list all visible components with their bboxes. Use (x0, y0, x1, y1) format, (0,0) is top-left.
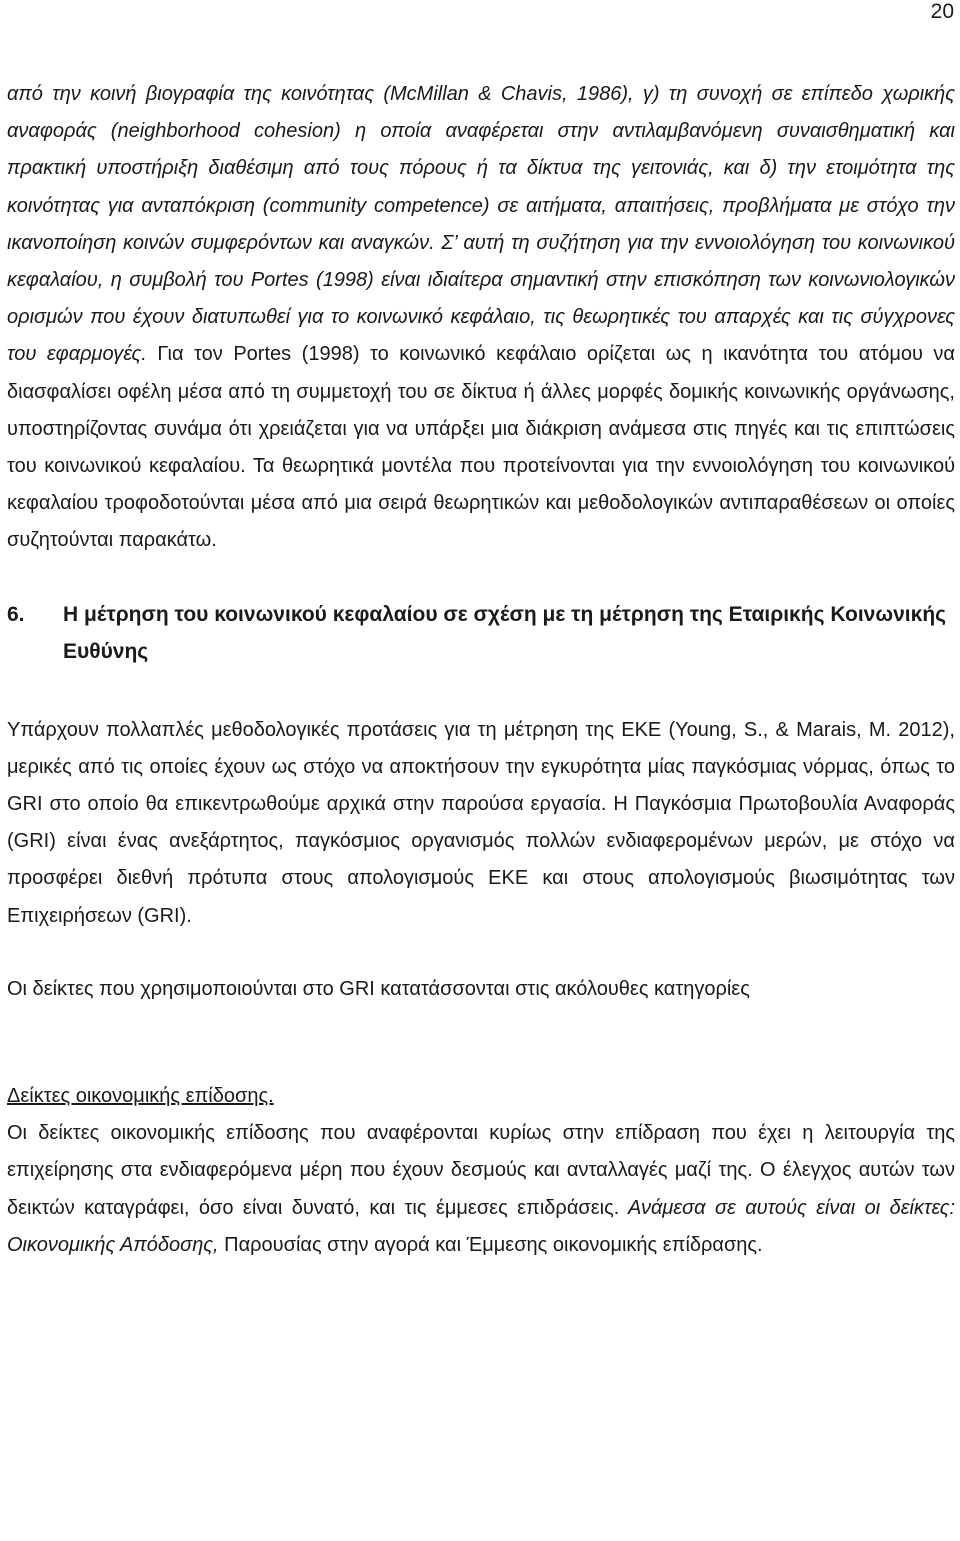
subheading-economic-indicators: Δείκτες οικονομικής επίδοσης. (7, 1085, 274, 1108)
paragraph-italic-text: από την κοινή βιογραφία της κοινότητας (McMillan & Chavis, 1986), γ) τη συνοχή σε επίπεδο χωρικής αναφοράς (neighborhood cohesion) η οποία αναφέρεται στην αντιλαμβανόμενη συναισθηματική και πρακτική υποστήριξη διαθέσιμη από τους πόρους ή τα δίκτυα της γειτονιάς, και δ) την ετοιμότητα της κοινότητας για ανταπόκριση (community competence) σε αιτήματα, απαιτήσεις, προβλήματα με στόχο την ικανοποίηση κοινών συμφερόντων και αναγκών. Σ’ αυτή τη συζήτηση για την εννοιολόγηση του κοινωνικού κεφαλαίου, η συμβολή του Portes (1998) είναι ιδιαίτερα σημαντική στην επισκόπηση των κοινωνιολογικών ορισμών που έχουν διατυπωθεί για το κοινωνικό κεφάλαιο, τις θεωρητικές του απαρχές και τις σύγχρονες του εφαρμογές. (7, 83, 955, 366)
paragraph-economic-end: Παρουσίας στην αγορά και Έμμεσης οικονομικής επίδρασης. (218, 1233, 763, 1256)
paragraph-methodology: Υπάρχουν πολλαπλές μεθοδολογικές προτάσεις για τη μέτρηση της ΕΚΕ (Young, S., & Marais, M. 2012), μερικές από τις οποίες έχουν ως στόχο να αποκτήσουν την εγκυρότητα μίας παγκόσμιας νόρμας, όπως το GRI στο οποίο θα επικεντρωθούμε αρχικά στην παρούσα εργασία. Η Παγκόσμια Πρωτοβουλία Αναφοράς (GRI) είναι ένας ανεξάρτητος, παγκόσμιος οργανισμός πολλών ενδιαφερομένων μερών, με στόχο να προσφέρει διεθνή πρότυπα στους απολογισμούς ΕΚΕ και στους απολογισμούς βιωσιμότητας των Επιχειρήσεων (GRI). (7, 718, 955, 927)
section-number: 6. (7, 602, 25, 626)
page-number: 20 (930, 0, 954, 23)
document-body (7, 76, 955, 1264)
paragraph-economic-italic: Ανάμεσα σε αυτούς είναι οι δείκτες: Οικονομικής Απόδοσης, (7, 1196, 955, 1256)
section-title: Η μέτρηση του κοινωνικού κεφαλαίου σε σχέση με τη μέτρηση της Εταιρικής Κοινωνικής Ευθύνης (63, 602, 947, 663)
paragraph-indicators-intro: Οι δείκτες που χρησιμοποιούνται στο GRI κατατάσσονται στις ακόλουθες κατηγορίες (7, 977, 750, 1000)
paragraph-economic-indicators (7, 1115, 955, 1264)
paragraph-normal-text: Για τον Portes (1998) το κοινωνικό κεφάλαιο ορίζεται ως η ικανότητα του ατόμου να διασφαλίσει οφέλη μέσα από τη συμμετοχή του σε δίκτυα ή άλλες μορφές δομικής κοινωνικής οργάνωσης, υποστηρίζοντας συνάμα ότι χρειάζεται για να υπάρξει μια διάκριση ανάμεσα στις πηγές και τις επιπτώσεις του κοινωνικού κεφαλαίου. Τα θεωρητικά μοντέλα που προτείνονται για την εννοιολόγηση του κοινωνικού κεφαλαίου τροφοδοτούνται μέσα από μια σειρά θεωρητικών και μεθοδολογικών αντιπαραθέσεων οι οποίες συζητούνται παρακάτω. (7, 343, 955, 552)
section-heading (7, 596, 955, 670)
paragraph-economic-normal: Οι δείκτες οικονομικής επίδοσης που αναφέρονται κυρίως στην επίδραση που έχει η λειτουργία της επιχείρησης στα ενδιαφερόμενα μέρη που έχουν δεσμούς και ανταλλαγές μαζί της. Ο έλεγχος αυτών των δεικτών καταγράφει, όσο είναι δυνατό, και τις έμμεσες επιδράσεις. (7, 1122, 955, 1219)
paragraph-community (7, 76, 955, 560)
